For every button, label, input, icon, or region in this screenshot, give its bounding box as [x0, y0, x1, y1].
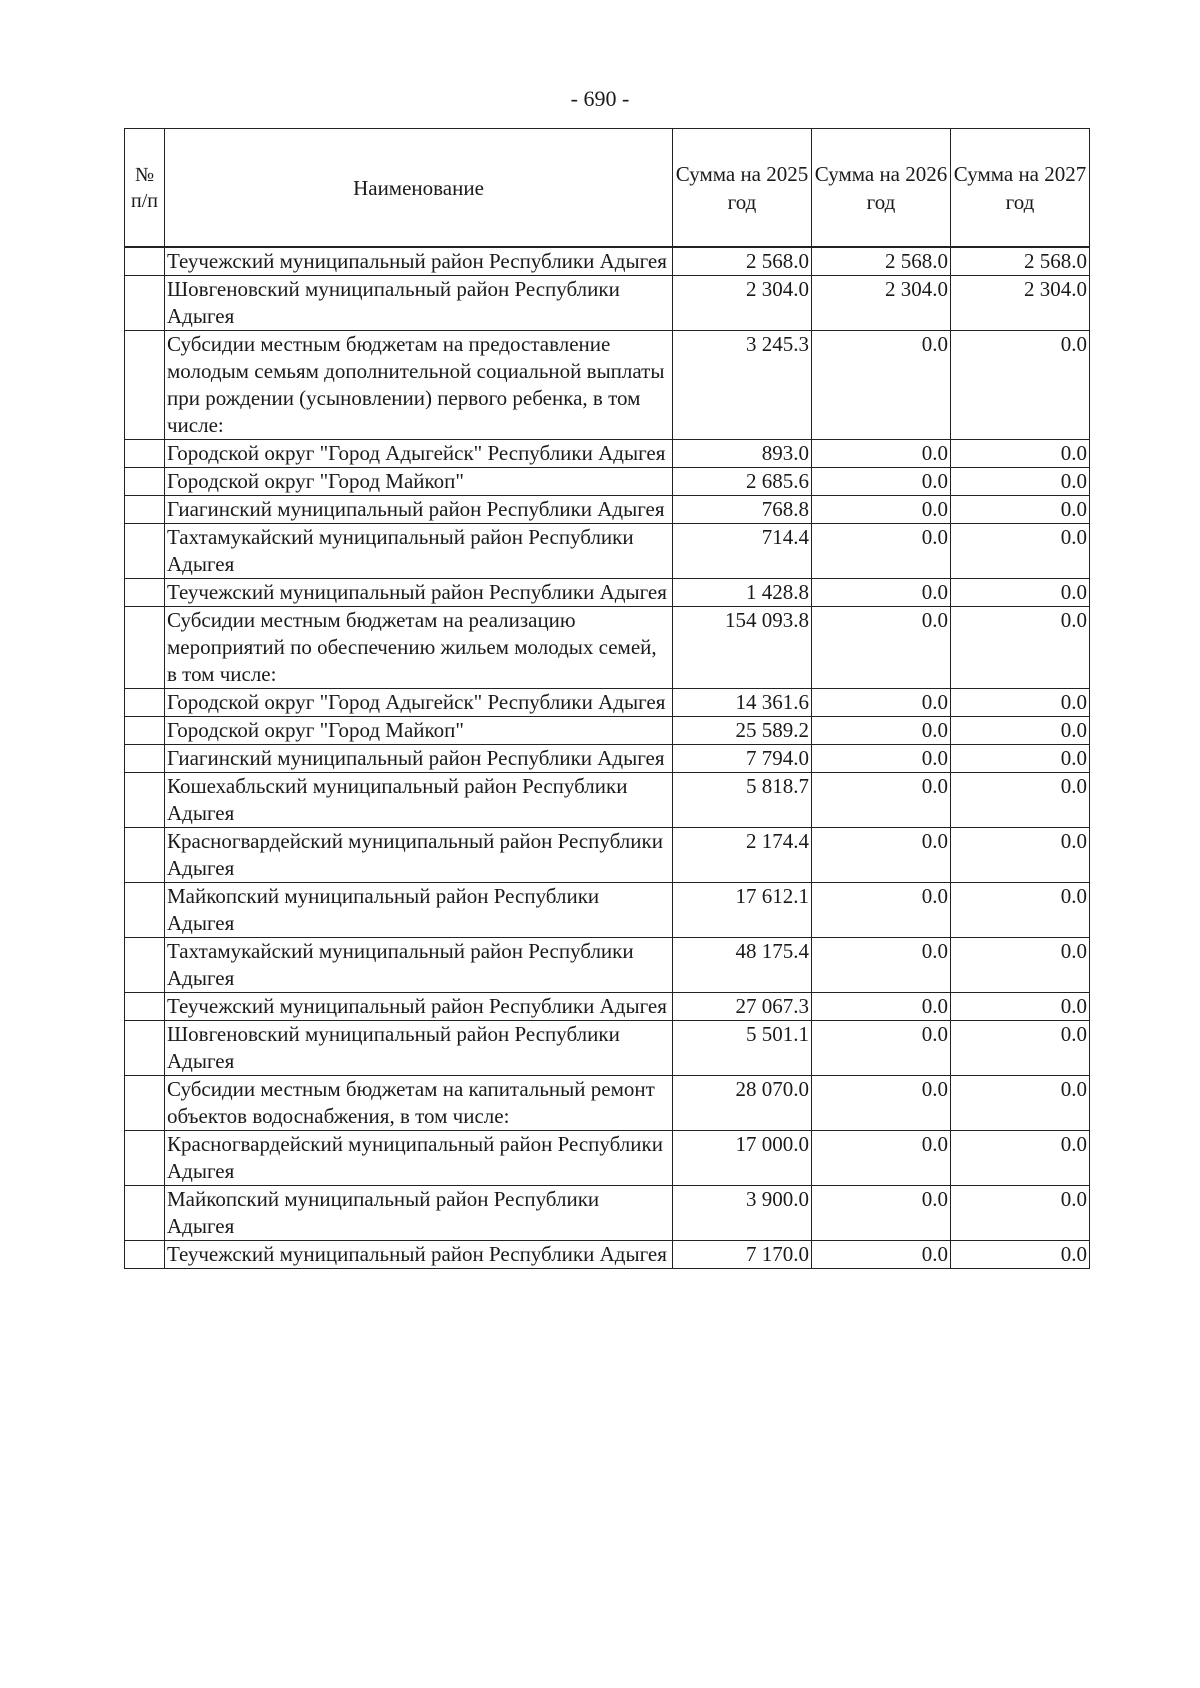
- row-number: [125, 717, 165, 745]
- table-row: [125, 468, 1090, 496]
- row-sum-2027: 0.0: [951, 579, 1090, 607]
- row-sum-2025: 1 428.8: [673, 579, 812, 607]
- row-sum-2026: 0.0: [812, 440, 951, 468]
- row-sum-2026: 0.0: [812, 1186, 951, 1241]
- row-name: Гиагинский муниципальный район Республики Адыгея: [165, 496, 673, 524]
- row-sum-2027: 0.0: [951, 938, 1090, 993]
- table-row: [125, 993, 1090, 1021]
- row-name: Городской округ "Город Адыгейск" Республики Адыгея: [165, 440, 673, 468]
- table-row: [125, 689, 1090, 717]
- row-sum-2026: 2 304.0: [812, 276, 951, 331]
- row-sum-2027: 0.0: [951, 496, 1090, 524]
- row-sum-2026: 0.0: [812, 331, 951, 440]
- row-sum-2025: 48 175.4: [673, 938, 812, 993]
- row-number: [125, 883, 165, 938]
- row-sum-2026: 0.0: [812, 717, 951, 745]
- row-name: Субсидии местным бюджетам на реализацию мероприятий по обеспечению жильем молодых семей, в том числе:: [165, 607, 673, 689]
- row-sum-2026: 0.0: [812, 1076, 951, 1131]
- row-sum-2025: 28 070.0: [673, 1076, 812, 1131]
- row-sum-2027: 0.0: [951, 331, 1090, 440]
- row-name: Теучежский муниципальный район Республики Адыгея: [165, 579, 673, 607]
- row-sum-2025: 768.8: [673, 496, 812, 524]
- row-number: [125, 1021, 165, 1076]
- row-sum-2027: 0.0: [951, 1131, 1090, 1186]
- row-sum-2026: 0.0: [812, 828, 951, 883]
- row-number: [125, 247, 165, 276]
- row-sum-2027: 0.0: [951, 524, 1090, 579]
- table-row: [125, 247, 1090, 276]
- row-number: [125, 440, 165, 468]
- row-sum-2025: 893.0: [673, 440, 812, 468]
- row-name: Тахтамукайский муниципальный район Республики Адыгея: [165, 938, 673, 993]
- row-sum-2025: 14 361.6: [673, 689, 812, 717]
- header-sum-2025: Сумма на 2025 год: [673, 129, 812, 248]
- row-sum-2027: 0.0: [951, 607, 1090, 689]
- row-sum-2025: 3 900.0: [673, 1186, 812, 1241]
- row-name: Красногвардейский муниципальный район Республики Адыгея: [165, 1131, 673, 1186]
- row-number: [125, 1076, 165, 1131]
- table-body: [125, 247, 1090, 1269]
- row-name: Городской округ "Город Адыгейск" Республики Адыгея: [165, 689, 673, 717]
- table-row: [125, 1131, 1090, 1186]
- row-name: Теучежский муниципальный район Республики Адыгея: [165, 1241, 673, 1269]
- row-number: [125, 579, 165, 607]
- row-sum-2026: 0.0: [812, 1131, 951, 1186]
- table-row: [125, 579, 1090, 607]
- row-sum-2025: 3 245.3: [673, 331, 812, 440]
- row-number: [125, 773, 165, 828]
- row-sum-2026: 0.0: [812, 468, 951, 496]
- row-sum-2025: 27 067.3: [673, 993, 812, 1021]
- row-number: [125, 468, 165, 496]
- page-number: - 690 -: [570, 86, 630, 111]
- row-name: Городской округ "Город Майкоп": [165, 717, 673, 745]
- row-name: Кошехабльский муниципальный район Республики Адыгея: [165, 773, 673, 828]
- row-name: Тахтамукайский муниципальный район Республики Адыгея: [165, 524, 673, 579]
- row-sum-2025: 5 818.7: [673, 773, 812, 828]
- header-sum-2027: Сумма на 2027 год: [951, 129, 1090, 248]
- row-sum-2025: 2 685.6: [673, 468, 812, 496]
- row-number: [125, 938, 165, 993]
- row-number: [125, 745, 165, 773]
- table-row: [125, 1076, 1090, 1131]
- table-row: [125, 1241, 1090, 1269]
- row-number: [125, 496, 165, 524]
- row-sum-2026: 2 568.0: [812, 247, 951, 276]
- row-sum-2025: 154 093.8: [673, 607, 812, 689]
- row-name: Субсидии местным бюджетам на предоставление молодым семьям дополнительной социальной выплаты при рождении (усыновлении) первого ребенка, в том числе:: [165, 331, 673, 440]
- row-number: [125, 1186, 165, 1241]
- row-sum-2025: 714.4: [673, 524, 812, 579]
- table-row: [125, 745, 1090, 773]
- row-name: Теучежский муниципальный район Республики Адыгея: [165, 247, 673, 276]
- header-sum-2026: Сумма на 2026 год: [812, 129, 951, 248]
- row-sum-2026: 0.0: [812, 1241, 951, 1269]
- header-name: Наименование: [165, 129, 673, 248]
- row-sum-2025: 17 000.0: [673, 1131, 812, 1186]
- row-sum-2026: 0.0: [812, 773, 951, 828]
- row-sum-2027: 0.0: [951, 745, 1090, 773]
- row-sum-2026: 0.0: [812, 689, 951, 717]
- row-sum-2027: 0.0: [951, 1076, 1090, 1131]
- table-row: [125, 938, 1090, 993]
- row-sum-2026: 0.0: [812, 1021, 951, 1076]
- row-sum-2027: 0.0: [951, 883, 1090, 938]
- table-row: [125, 276, 1090, 331]
- row-sum-2026: 0.0: [812, 524, 951, 579]
- row-sum-2025: 2 304.0: [673, 276, 812, 331]
- row-number: [125, 276, 165, 331]
- row-sum-2026: 0.0: [812, 993, 951, 1021]
- table-row: [125, 496, 1090, 524]
- row-sum-2027: 0.0: [951, 1241, 1090, 1269]
- row-sum-2025: 5 501.1: [673, 1021, 812, 1076]
- row-number: [125, 1131, 165, 1186]
- table-row: [125, 331, 1090, 440]
- row-sum-2025: 7 170.0: [673, 1241, 812, 1269]
- row-sum-2027: 0.0: [951, 993, 1090, 1021]
- row-sum-2027: 2 304.0: [951, 276, 1090, 331]
- row-sum-2026: 0.0: [812, 579, 951, 607]
- row-name: Красногвардейский муниципальный район Республики Адыгея: [165, 828, 673, 883]
- table-row: [125, 607, 1090, 689]
- row-sum-2026: 0.0: [812, 745, 951, 773]
- row-name: Шовгеновский муниципальный район Республики Адыгея: [165, 1021, 673, 1076]
- table-row: [125, 524, 1090, 579]
- row-number: [125, 993, 165, 1021]
- row-sum-2025: 2 568.0: [673, 247, 812, 276]
- row-name: Майкопский муниципальный район Республики Адыгея: [165, 883, 673, 938]
- row-name: Теучежский муниципальный район Республики Адыгея: [165, 993, 673, 1021]
- row-name: Шовгеновский муниципальный район Республики Адыгея: [165, 276, 673, 331]
- table-row: [125, 717, 1090, 745]
- row-sum-2026: 0.0: [812, 883, 951, 938]
- row-sum-2027: 0.0: [951, 828, 1090, 883]
- row-sum-2027: 2 568.0: [951, 247, 1090, 276]
- row-sum-2027: 0.0: [951, 468, 1090, 496]
- row-sum-2027: 0.0: [951, 1186, 1090, 1241]
- row-sum-2027: 0.0: [951, 1021, 1090, 1076]
- row-number: [125, 331, 165, 440]
- header-row: [125, 129, 1090, 248]
- row-sum-2026: 0.0: [812, 607, 951, 689]
- row-sum-2026: 0.0: [812, 496, 951, 524]
- row-sum-2027: 0.0: [951, 440, 1090, 468]
- row-sum-2026: 0.0: [812, 938, 951, 993]
- table-row: [125, 440, 1090, 468]
- row-sum-2025: 7 794.0: [673, 745, 812, 773]
- row-sum-2027: 0.0: [951, 717, 1090, 745]
- row-sum-2025: 2 174.4: [673, 828, 812, 883]
- budget-table: [124, 128, 1090, 1269]
- row-name: Городской округ "Город Майкоп": [165, 468, 673, 496]
- row-sum-2027: 0.0: [951, 689, 1090, 717]
- row-sum-2025: 25 589.2: [673, 717, 812, 745]
- table-row: [125, 773, 1090, 828]
- row-name: Майкопский муниципальный район Республики Адыгея: [165, 1186, 673, 1241]
- table-row: [125, 828, 1090, 883]
- row-sum-2025: 17 612.1: [673, 883, 812, 938]
- row-number: [125, 1241, 165, 1269]
- row-number: [125, 828, 165, 883]
- table-row: [125, 1021, 1090, 1076]
- table-row: [125, 1186, 1090, 1241]
- row-number: [125, 524, 165, 579]
- row-sum-2027: 0.0: [951, 773, 1090, 828]
- row-number: [125, 689, 165, 717]
- row-name: Гиагинский муниципальный район Республики Адыгея: [165, 745, 673, 773]
- header-number: № п/п: [125, 129, 165, 248]
- table-row: [125, 883, 1090, 938]
- row-name: Субсидии местным бюджетам на капитальный ремонт объектов водоснабжения, в том числе:: [165, 1076, 673, 1131]
- table-header: [125, 129, 1090, 248]
- row-number: [125, 607, 165, 689]
